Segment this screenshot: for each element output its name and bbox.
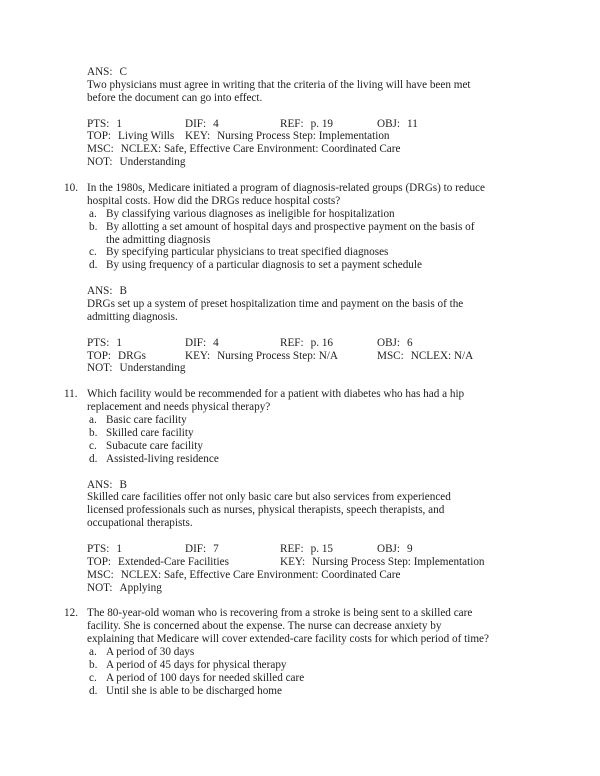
- answer-option-line: [87, 672, 539, 685]
- option-letter: d.: [89, 684, 98, 697]
- answer-option-line: [87, 659, 539, 672]
- meta-block: [87, 337, 539, 376]
- question-number: 11.: [64, 388, 78, 401]
- meta-value: Extended-Care Facilities: [118, 555, 229, 568]
- option-letter: a.: [89, 646, 97, 659]
- answer-option-line: [87, 427, 539, 440]
- meta-value: 7: [213, 542, 219, 555]
- meta-field: [185, 337, 219, 350]
- meta-field: [185, 130, 390, 143]
- meta-label: OBJ:: [377, 117, 401, 130]
- meta-label: REF:: [280, 542, 304, 555]
- option-letter: a.: [89, 207, 97, 220]
- meta-value: 4: [213, 336, 219, 349]
- option-letter: b.: [89, 658, 98, 671]
- option-letter: c.: [89, 246, 97, 259]
- meta-field: [87, 362, 185, 375]
- answer-line: [87, 479, 539, 492]
- meta-value: Nursing Process Step: N/A: [217, 349, 338, 362]
- question-stem-line: [64, 607, 539, 620]
- meta-value: Understanding: [119, 156, 186, 169]
- answer-explanation-line: before the document can go into effect.: [87, 91, 263, 104]
- meta-field: [280, 543, 333, 556]
- answer-line: [87, 285, 539, 298]
- meta-value: 4: [213, 117, 219, 130]
- option-letter: a.: [89, 414, 97, 427]
- meta-field: [87, 569, 400, 582]
- meta-label: REF:: [280, 336, 304, 349]
- meta-label: MSC:: [87, 143, 114, 156]
- meta-value: p. 19: [310, 117, 334, 130]
- meta-label: KEY:: [280, 555, 306, 568]
- answer-option-line: [87, 646, 539, 659]
- meta-value: DRGs: [118, 349, 147, 362]
- meta-row: [87, 156, 539, 169]
- meta-field: [377, 118, 418, 131]
- meta-field: [377, 543, 413, 556]
- answer-option-line: [87, 453, 539, 466]
- question-stem-line: [64, 182, 539, 195]
- question-stem-line: [64, 388, 539, 401]
- option-letter: c.: [89, 671, 97, 684]
- meta-row: [87, 350, 539, 363]
- meta-label: OBJ:: [377, 542, 401, 555]
- meta-value: p. 15: [310, 542, 334, 555]
- meta-label: KEY:: [185, 130, 211, 143]
- answer-explanation-line: DRGs set up a system of preset hospitalization time and payment on the basis of the: [87, 298, 464, 311]
- option-letter: b.: [89, 220, 98, 233]
- question-stem-line: [87, 633, 539, 646]
- meta-field: [377, 337, 413, 350]
- meta-value: Nursing Process Step: Implementation: [217, 130, 390, 143]
- meta-field: [280, 556, 485, 569]
- answer-label: ANS:: [87, 66, 113, 78]
- answer-value: B: [119, 285, 127, 298]
- meta-field: [280, 337, 333, 350]
- answer-value: B: [119, 478, 127, 491]
- meta-block: [87, 118, 539, 170]
- meta-block: [87, 543, 539, 595]
- meta-field: [87, 543, 122, 556]
- question-text: facility. She is concerned about the expense. The nurse can decrease anxiety by: [87, 620, 442, 633]
- meta-label: DIF:: [185, 336, 207, 349]
- answer-option-line: [87, 221, 539, 234]
- meta-label: OBJ:: [377, 336, 401, 349]
- answer-block: [87, 479, 539, 531]
- answer-line: [87, 66, 539, 79]
- answer-block: [87, 285, 539, 324]
- answer-option-line: [87, 208, 539, 221]
- meta-field: [185, 118, 219, 131]
- answer-explanation-line: licensed professionals such as nurses, physical therapists, speech therapists, and: [87, 504, 445, 517]
- question-block: [64, 388, 539, 465]
- meta-label: MSC:: [377, 349, 404, 362]
- question-stem-line: [87, 620, 539, 633]
- option-text: By using frequency of a particular diagnosis to set a payment schedule: [106, 259, 422, 272]
- meta-field: [87, 143, 400, 156]
- meta-label: PTS:: [87, 542, 110, 555]
- meta-field: [87, 556, 229, 569]
- option-text: By classifying various diagnoses as ineligible for hospitalization: [106, 207, 395, 220]
- meta-field: [185, 350, 338, 363]
- question-number: 12.: [64, 607, 78, 620]
- document-content: [64, 66, 539, 698]
- meta-label: NOT:: [87, 156, 113, 169]
- question-stem-line: [87, 401, 539, 414]
- option-text: By allotting a set amount of hospital days and prospective payment on the basis of: [106, 220, 475, 233]
- answer-explanation-line: admitting diagnosis.: [87, 310, 178, 323]
- answer-block: [87, 66, 539, 105]
- meta-value: Nursing Process Step: Implementation: [312, 555, 485, 568]
- meta-label: REF:: [280, 117, 304, 130]
- question-number: 10.: [64, 182, 78, 195]
- meta-field: [87, 582, 162, 595]
- question-stem-line: [87, 195, 539, 208]
- meta-row: [87, 569, 539, 582]
- meta-label: DIF:: [185, 117, 207, 130]
- meta-value: Living Wills: [118, 130, 175, 143]
- meta-value: 1: [116, 117, 122, 130]
- meta-label: NOT:: [87, 581, 113, 594]
- question-block: [64, 182, 539, 272]
- question-text: explaining that Medicare will cover extended-care facility costs for which period of time?: [87, 633, 489, 646]
- answer-option-line: [87, 234, 539, 247]
- answer-label: ANS:: [87, 285, 113, 298]
- meta-label: PTS:: [87, 117, 110, 130]
- option-text: Assisted-living residence: [106, 452, 219, 465]
- meta-row: [87, 143, 539, 156]
- meta-field: [185, 543, 219, 556]
- meta-value: p. 16: [310, 336, 334, 349]
- meta-row: [87, 130, 539, 143]
- meta-field: [280, 118, 333, 131]
- meta-value: NCLEX: Safe, Effective Care Environment: Coordinated Care: [120, 568, 401, 581]
- option-text: Basic care facility: [106, 414, 187, 427]
- meta-row: [87, 118, 539, 131]
- answer-explanation-line: Skilled care facilities offer not only basic care but also services from experienced: [87, 491, 451, 504]
- option-letter: b.: [89, 426, 98, 439]
- meta-field: [87, 337, 122, 350]
- meta-value: 9: [407, 542, 413, 555]
- question-text: In the 1980s, Medicare initiated a program of diagnosis-related groups (DRGs) to reduce: [87, 182, 485, 195]
- meta-value: 11: [407, 117, 418, 130]
- meta-field: [377, 350, 473, 363]
- answer-option-line: [87, 440, 539, 453]
- meta-value: 1: [116, 336, 122, 349]
- meta-row: [87, 362, 539, 375]
- meta-label: MSC:: [87, 568, 114, 581]
- option-text: By specifying particular physicians to treat specified diagnoses: [106, 246, 389, 259]
- meta-row: [87, 337, 539, 350]
- meta-value: Applying: [119, 581, 162, 594]
- answer-option-line: [87, 246, 539, 259]
- question-text: replacement and needs physical therapy?: [87, 401, 271, 414]
- option-letter: c.: [89, 439, 97, 452]
- meta-field: [87, 130, 174, 143]
- meta-row: [87, 543, 539, 556]
- meta-row: [87, 582, 539, 595]
- meta-field: [87, 118, 122, 131]
- option-text: Skilled care facility: [106, 426, 194, 439]
- answer-value: C: [119, 66, 127, 78]
- question-text: The 80-year-old woman who is recovering from a stroke is being sent to a skilled care: [87, 607, 473, 620]
- answer-option-line: [87, 414, 539, 427]
- answer-explanation-line: Two physicians must agree in writing that the criteria of the living will have been met: [87, 78, 471, 91]
- meta-label: KEY:: [185, 349, 211, 362]
- answer-explanation-line: occupational therapists.: [87, 517, 193, 530]
- option-text: A period of 30 days: [106, 646, 195, 659]
- meta-value: NCLEX: N/A: [410, 349, 474, 362]
- meta-label: DIF:: [185, 542, 207, 555]
- option-letter: d.: [89, 259, 98, 272]
- question-text: hospital costs. How did the DRGs reduce hospital costs?: [87, 194, 341, 207]
- meta-label: NOT:: [87, 362, 113, 375]
- meta-value: NCLEX: Safe, Effective Care Environment: Coordinated Care: [120, 143, 401, 156]
- answer-option-line: [87, 259, 539, 272]
- meta-label: TOP:: [87, 555, 112, 568]
- meta-label: PTS:: [87, 336, 110, 349]
- meta-field: [87, 156, 185, 169]
- meta-value: 1: [116, 542, 122, 555]
- meta-label: TOP:: [87, 349, 112, 362]
- question-block: [64, 607, 539, 697]
- option-text: the admitting diagnosis: [106, 233, 211, 246]
- meta-row: [87, 556, 539, 569]
- option-text: Until she is able to be discharged home: [106, 684, 282, 697]
- meta-value: Understanding: [119, 362, 186, 375]
- option-text: A period of 45 days for physical therapy: [106, 658, 287, 671]
- answer-option-line: [87, 685, 539, 698]
- meta-field: [87, 350, 146, 363]
- option-letter: d.: [89, 452, 98, 465]
- meta-label: TOP:: [87, 130, 112, 143]
- option-text: A period of 100 days for needed skilled care: [106, 671, 305, 684]
- question-text: Which facility would be recommended for a patient with diabetes who has had a hip: [87, 388, 465, 401]
- meta-value: 6: [407, 336, 413, 349]
- answer-label: ANS:: [87, 478, 113, 491]
- option-text: Subacute care facility: [106, 439, 203, 452]
